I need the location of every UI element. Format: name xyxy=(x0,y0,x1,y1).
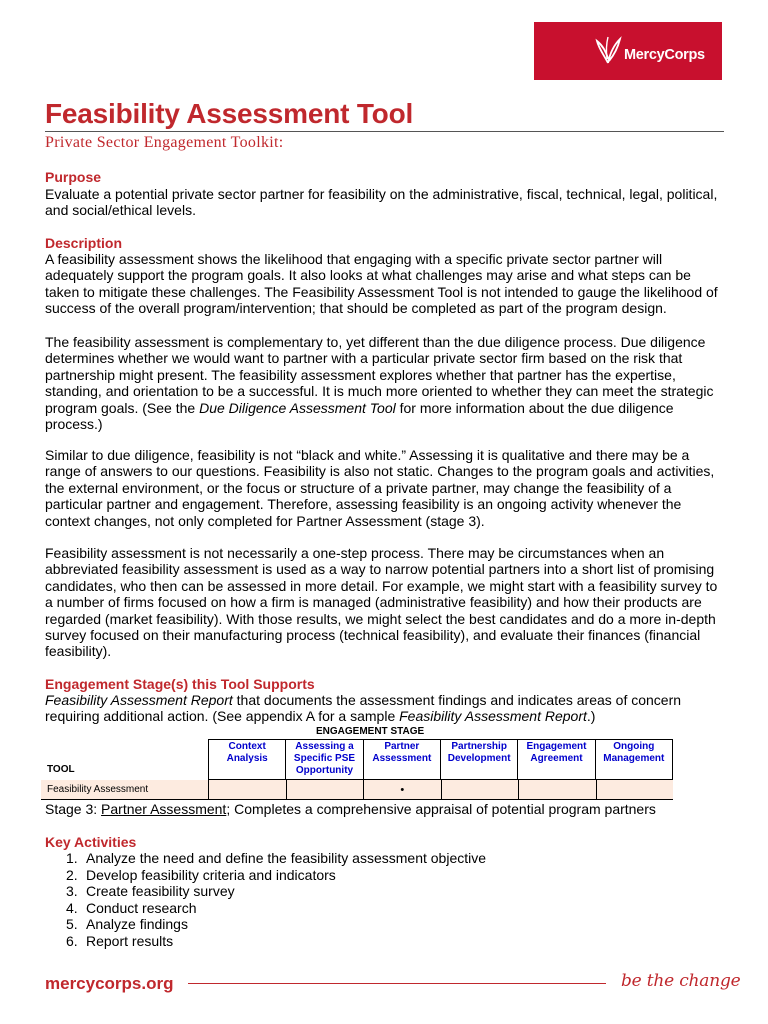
stage-column-header: Partner Assessment xyxy=(364,740,441,779)
stage-column-header: Assessing a Specific PSE Opportunity xyxy=(286,740,363,779)
list-item: 4. Conduct research xyxy=(66,899,197,916)
leaf-logo-icon xyxy=(594,35,622,65)
mercycorps-logo xyxy=(534,22,722,80)
page-subtitle: Private Sector Engagement Toolkit: xyxy=(45,134,284,151)
title-divider xyxy=(45,131,724,132)
description-paragraph-3: Similar to due diligence, feasibility is not “black and white.” Assessing it is qualitative and there may be a range of answers to our questions. Feasibility is also not static. Changes to the program goals and activities, the external environment, or the focus or structure of a private partner, may change the feasibility of a particular partner and engagement. Therefore, assessing feasibility is an ongoing activity whenever the context changes, not only completed for Partner Assessment (stage 3). xyxy=(45,447,715,529)
list-item: 1. Analyze the need and define the feasibility assessment objective xyxy=(66,850,487,866)
page-title: Feasibility Assessment Tool xyxy=(45,98,414,129)
tool-label: TOOL xyxy=(47,764,75,775)
stage-cell xyxy=(286,780,364,799)
description-paragraph-2: The feasibility assessment is complementary to, yet different than the due diligence process. Due diligence determines whether we would want to partner with a particular private sector firm based on the risk that partnership might present. The feasibility assessment explores whether that partner has the expertise, standing, and orientation to be a successful. It is much more oriented to whether they can meet the strategic program goals. (See the Due Diligence Assessment Tool for more information about the due diligence process.) xyxy=(45,334,714,433)
list-item: 5. Analyze findings xyxy=(66,916,188,933)
stage-column-header: Context Analysis xyxy=(209,740,286,779)
logo-wordmark: MercyCorps xyxy=(624,47,705,63)
list-item: 2. Develop feasibility criteria and indicators xyxy=(66,866,336,883)
stage-cell xyxy=(441,780,519,799)
description-paragraph-1: A feasibility assessment shows the likelihood that engaging with a specific private sector partner will adequately support the program goals. It also looks at what challenges may arise and what steps can be taken to mitigate these challenges. The Feasibility Assessment Tool is not intended to gauge the likelihood of success of the overall program/intervention; that should be completed as part of the program design. xyxy=(45,251,718,317)
footer-tagline: be the change xyxy=(621,971,741,991)
partner-assessment-link[interactable]: Partner Assessment xyxy=(101,801,227,817)
stage-cell xyxy=(208,780,286,799)
engagement-stage-label: ENGAGEMENT STAGE xyxy=(316,726,425,737)
key-activities-list xyxy=(66,850,486,950)
stage-column-header: Partnership Development xyxy=(441,740,518,779)
description-heading: Description xyxy=(45,235,123,251)
engagement-stage-header xyxy=(208,739,673,780)
stage3-description: Stage 3: Partner Assessment; Completes a comprehensive appraisal of potential program partners xyxy=(45,801,656,817)
tool-name-cell: Feasibility Assessment xyxy=(47,784,149,795)
stage-cell xyxy=(518,780,596,799)
stages-text: Feasibility Assessment Report that documents the assessment findings and indicates areas of concern requiring additional action. (See appendix A for a sample Feasibility Assessment Report.) xyxy=(45,692,682,725)
key-activities-heading: Key Activities xyxy=(45,834,137,850)
list-item: 6. Report results xyxy=(66,932,174,949)
stage-column-header: Ongoing Management xyxy=(603,741,665,764)
stage-column-header: Engagement Agreement xyxy=(518,740,595,779)
footer-url-link[interactable]: mercycorps.org xyxy=(45,974,174,993)
footer-divider xyxy=(188,983,606,984)
stage-cell-bullet: • xyxy=(363,780,441,799)
purpose-heading: Purpose xyxy=(45,169,102,185)
table-row xyxy=(41,780,673,800)
purpose-text: Evaluate a potential private sector partner for feasibility on the administrative, fiscal, technical, legal, political, and social/ethical levels. xyxy=(45,186,718,219)
stage-cell xyxy=(596,780,674,799)
list-item: 3. Create feasibility survey xyxy=(66,883,235,900)
stages-heading: Engagement Stage(s) this Tool Supports xyxy=(45,676,315,692)
description-paragraph-4: Feasibility assessment is not necessarily a one-step process. There may be circumstances when an abbreviated feasibility assessment is used as a way to narrow potential partners into a short list of promising candidates, who then can be assessed in more detail. For example, we might start with a feasibility survey to a number of firms focused on how a firm is managed (administrative feasibility) and how their products are regarded (market feasibility). With those results, we might select the best candidates and do a more in-depth survey focused on their manufacturing process (technical feasibility), and evaluate their finances (financial feasibility). xyxy=(45,545,718,660)
